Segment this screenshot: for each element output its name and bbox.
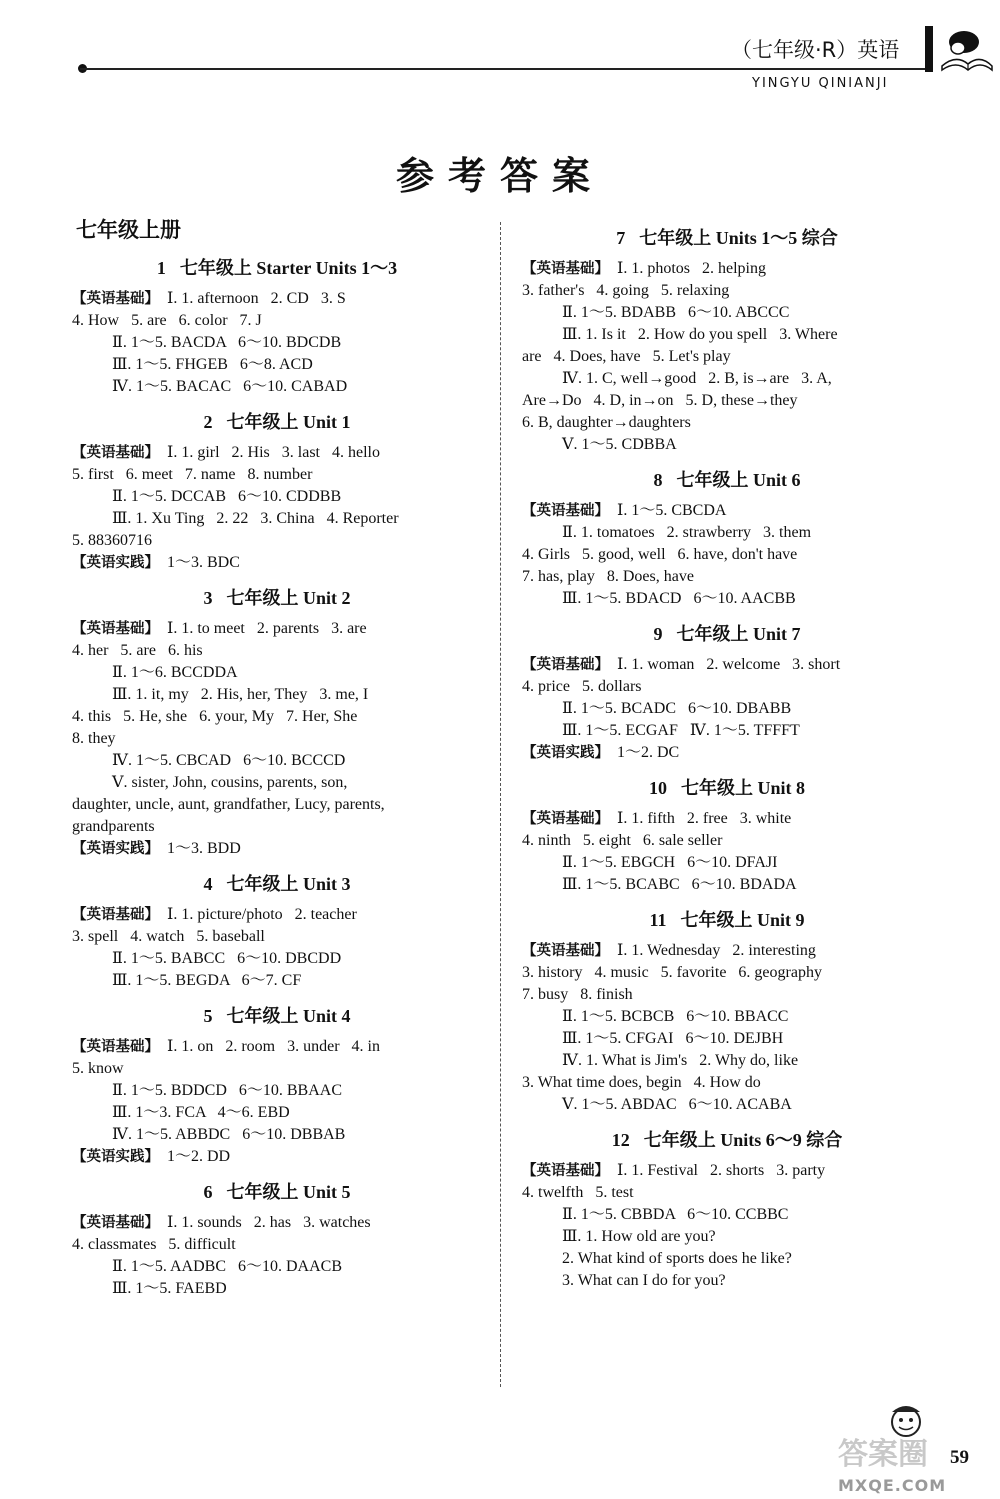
answer-text: Ⅱ. 1～5. EBGCH 6～10. DFAJI <box>562 854 778 871</box>
answer-line <box>522 390 932 412</box>
section-number: 4 <box>203 874 213 894</box>
answer-line <box>72 1036 482 1058</box>
answer-line <box>522 874 932 896</box>
section-number: 11 <box>649 910 667 930</box>
section-number: 10 <box>648 778 667 798</box>
answer-line <box>72 904 482 926</box>
section-title-text: 七年级上 Unit 2 <box>226 588 351 608</box>
answer-line <box>72 310 482 332</box>
answer-label: 【英语基础】 <box>522 943 609 959</box>
answer-line <box>522 434 932 456</box>
answer-line <box>522 522 932 544</box>
answer-text: 4. her 5. are 6. his <box>72 642 203 659</box>
answer-line <box>72 486 482 508</box>
answer-text: Ⅲ. 1～5. CFGAI 6～10. DEJBH <box>562 1030 784 1047</box>
answer-line <box>72 376 482 398</box>
answer-line <box>72 838 482 860</box>
section-title <box>522 620 932 646</box>
section-title-text: 七年级上 Starter Units 1～3 <box>179 258 398 278</box>
section-title-text: 七年级上 Units 1～5 综合 <box>639 228 838 248</box>
answer-line <box>72 464 482 486</box>
answer-text: are 4. Does, have 5. Let's play <box>522 348 731 365</box>
answer-text: 1～2. DD <box>167 1148 231 1165</box>
answer-line <box>522 1182 932 1204</box>
section-title-text: 七年级上 Unit 5 <box>226 1182 351 1202</box>
section-title-text: 七年级上 Unit 9 <box>680 910 805 930</box>
answer-line <box>522 830 932 852</box>
answer-text: Ⅱ. 1～6. BCCDDA <box>112 664 238 681</box>
answer-text: Ⅰ. 1. Wednesday 2. interesting <box>617 942 816 959</box>
answer-label: 【英语基础】 <box>522 1163 609 1179</box>
answer-text: Ⅴ. sister, John, cousins, parents, son, <box>112 774 348 791</box>
answer-text: Ⅱ. 1～5. DCCAB 6～10. CDDBB <box>112 488 342 505</box>
answer-line <box>522 1226 932 1248</box>
answer-text: Ⅲ. 1～5. BCABC 6～10. BDADA <box>562 876 797 893</box>
answer-line <box>522 588 932 610</box>
answer-text: Ⅰ. 1. to meet 2. parents 3. are <box>167 620 367 637</box>
answer-label: 【英语实践】 <box>72 1149 159 1165</box>
answer-text: Ⅱ. 1～5. BDDCD 6～10. BBAAC <box>112 1082 343 1099</box>
column-divider <box>500 222 502 1387</box>
answer-text: 8. they <box>72 730 116 747</box>
answer-label: 【英语实践】 <box>522 745 609 761</box>
answer-text: Ⅲ. 1～3. FCA 4～6. EBD <box>112 1104 290 1121</box>
answer-line <box>72 750 482 772</box>
answer-line <box>72 816 482 838</box>
answer-label: 【英语基础】 <box>72 1215 159 1231</box>
answer-line <box>72 288 482 310</box>
section-number: 2 <box>203 412 213 432</box>
answer-label: 【英语基础】 <box>72 291 159 307</box>
answer-label: 【英语基础】 <box>72 907 159 923</box>
answer-line <box>72 970 482 992</box>
answer-text: Ⅱ. 1～5. BCADC 6～10. DBABB <box>562 700 792 717</box>
watermark-text: MXQE.COM <box>838 1476 947 1495</box>
answer-text: Ⅲ. 1. Is it 2. How do you spell 3. Where <box>562 326 838 343</box>
section-number: 9 <box>653 624 663 644</box>
section-title <box>522 466 932 492</box>
answer-line <box>72 662 482 684</box>
answer-line <box>72 706 482 728</box>
answer-text: Ⅴ. 1～5. CDBBA <box>562 436 677 453</box>
answer-line <box>522 1204 932 1226</box>
answer-line <box>522 1072 932 1094</box>
answer-text: Ⅰ. 1. picture/photo 2. teacher <box>167 906 357 923</box>
section-number: 5 <box>203 1006 213 1026</box>
answer-text: Ⅰ. 1. sounds 2. has 3. watches <box>167 1214 371 1231</box>
section-title <box>522 1126 932 1152</box>
answer-text: Ⅰ. 1. Festival 2. shorts 3. party <box>617 1162 826 1179</box>
answer-line <box>522 654 932 676</box>
answer-line <box>522 258 932 280</box>
answer-text: Ⅱ. 1～5. BDABB 6～10. ABCCC <box>562 304 790 321</box>
answer-label: 【英语实践】 <box>72 841 159 857</box>
answer-text: 6. B, daughter→daughters <box>522 414 691 431</box>
answer-text: 3. history 4. music 5. favorite 6. geography <box>522 964 822 981</box>
answer-line <box>72 1124 482 1146</box>
answer-text: 7. busy 8. finish <box>522 986 633 1003</box>
page-number: 59 <box>950 1447 969 1468</box>
answer-line <box>72 1278 482 1300</box>
section-title-text: 七年级上 Unit 6 <box>676 470 801 490</box>
answer-label: 【英语基础】 <box>522 657 609 673</box>
section-title <box>72 1002 482 1028</box>
answer-line <box>72 618 482 640</box>
answer-line <box>72 508 482 530</box>
section-number: 7 <box>616 228 626 248</box>
answer-text: 3. spell 4. watch 5. baseball <box>72 928 265 945</box>
answer-line <box>72 640 482 662</box>
section-title-text: 七年级上 Unit 7 <box>676 624 801 644</box>
section-title <box>522 774 932 800</box>
answer-line <box>522 500 932 522</box>
answer-text: Ⅳ. 1～5. CBCAD 6～10. BCCCD <box>112 752 346 769</box>
answer-text: Ⅲ. 1～5. BDACD 6～10. AACBB <box>562 590 796 607</box>
answer-text: Ⅳ. 1. What is Jim's 2. Why do, like <box>562 1052 799 1069</box>
answer-text: 4. classmates 5. difficult <box>72 1236 236 1253</box>
answer-line <box>72 684 482 706</box>
answer-text: 3. father's 4. going 5. relaxing <box>522 282 730 299</box>
answer-line <box>522 1160 932 1182</box>
answer-text: 4. ninth 5. eight 6. sale seller <box>522 832 723 849</box>
answer-line <box>72 1212 482 1234</box>
answer-line <box>522 984 932 1006</box>
section-number: 12 <box>611 1130 630 1150</box>
header-bar <box>925 26 933 72</box>
answer-label: 【英语基础】 <box>72 445 159 461</box>
section-title <box>72 408 482 434</box>
answer-line <box>522 720 932 742</box>
section-title <box>72 870 482 896</box>
section-number: 1 <box>156 258 166 278</box>
right-sections <box>522 224 932 1292</box>
answer-line <box>522 1006 932 1028</box>
answer-label: 【英语基础】 <box>522 811 609 827</box>
answer-line <box>72 442 482 464</box>
section-title-text: 七年级上 Unit 1 <box>226 412 351 432</box>
answer-line <box>522 1248 932 1270</box>
answer-text: 4. twelfth 5. test <box>522 1184 634 1201</box>
answer-line <box>72 772 482 794</box>
answer-line <box>522 742 932 764</box>
answer-line <box>72 1256 482 1278</box>
student-reading-icon <box>938 26 994 74</box>
answer-line <box>72 1102 482 1124</box>
answer-text: Ⅴ. 1～5. ABDAC 6～10. ACABA <box>562 1096 792 1113</box>
answer-line <box>72 552 482 574</box>
answer-text: 4. this 5. He, she 6. your, My 7. Her, She <box>72 708 358 725</box>
answer-text: 3. What time does, begin 4. How do <box>522 1074 761 1091</box>
answer-line <box>72 728 482 750</box>
answer-text: Ⅲ. 1～5. FAEBD <box>112 1280 227 1297</box>
answer-line <box>72 530 482 552</box>
answer-line <box>522 280 932 302</box>
section-title <box>522 224 932 250</box>
header-subtitle: YINGYU QINIANJI <box>752 76 889 91</box>
header-book-title: （七年级·R）英语 <box>731 38 900 62</box>
answer-text: Ⅰ. 1. on 2. room 3. under 4. in <box>167 1038 380 1055</box>
section-title-text: 七年级上 Unit 3 <box>226 874 351 894</box>
answer-text: Ⅰ. 1. fifth 2. free 3. white <box>617 810 792 827</box>
answer-label: 【英语基础】 <box>522 503 609 519</box>
answer-text: 5. know <box>72 1060 124 1077</box>
right-column <box>522 210 932 1292</box>
answer-text: 1～2. DC <box>617 744 680 761</box>
answer-text: 4. Girls 5. good, well 6. have, don't have <box>522 546 798 563</box>
section-number: 3 <box>203 588 213 608</box>
answer-text: 4. How 5. are 6. color 7. J <box>72 312 262 329</box>
answer-line <box>522 566 932 588</box>
answer-text: Ⅳ. 1～5. BACAC 6～10. CABAD <box>112 378 348 395</box>
answer-text: Ⅱ. 1. tomatoes 2. strawberry 3. them <box>562 524 812 541</box>
answer-text: grandparents <box>72 818 155 835</box>
answer-text: Ⅱ. 1～5. CBBDA 6～10. CCBBC <box>562 1206 789 1223</box>
answer-line <box>522 1094 932 1116</box>
answer-line <box>72 1234 482 1256</box>
section-title <box>522 906 932 932</box>
answer-line <box>522 1028 932 1050</box>
answer-text: Ⅰ. 1. woman 2. welcome 3. short <box>617 656 841 673</box>
answer-line <box>72 354 482 376</box>
answer-text: Ⅲ. 1. How old are you? <box>562 1228 716 1245</box>
answer-text: Ⅰ. 1. girl 2. His 3. last 4. hello <box>167 444 380 461</box>
answer-text: Ⅳ. 1. C, well→good 2. B, is→are 3. A, <box>562 370 832 387</box>
answer-line <box>522 940 932 962</box>
section-title-text: 七年级上 Unit 8 <box>680 778 805 798</box>
answer-line <box>72 1058 482 1080</box>
section-number: 8 <box>653 470 663 490</box>
answer-text: 2. What kind of sports does he like? <box>562 1250 792 1267</box>
answer-text: 5. first 6. meet 7. name 8. number <box>72 466 313 483</box>
answer-line <box>522 544 932 566</box>
answer-label: 【英语基础】 <box>72 621 159 637</box>
page-title: 参考答案 <box>395 154 604 198</box>
answer-text: Ⅲ. 1～5. ECGAF Ⅳ. 1～5. TFFFT <box>562 722 800 739</box>
answer-line <box>522 1270 932 1292</box>
answer-text: 1～3. BDC <box>167 554 240 571</box>
answer-label: 【英语基础】 <box>522 261 609 277</box>
answer-label: 【英语实践】 <box>72 555 159 571</box>
answer-text: Ⅰ. 1. photos 2. helping <box>617 260 766 277</box>
left-column <box>72 210 482 1300</box>
answer-text: Ⅱ. 1～5. AADBC 6～10. DAACB <box>112 1258 343 1275</box>
section-title <box>72 254 482 280</box>
answer-line <box>522 962 932 984</box>
answer-text: 4. price 5. dollars <box>522 678 642 695</box>
answer-line <box>522 324 932 346</box>
answer-text: Ⅰ. 1～5. CBCDA <box>617 502 727 519</box>
answer-line <box>522 676 932 698</box>
answer-line <box>72 1146 482 1168</box>
answer-text: Ⅱ. 1～5. BACDA 6～10. BDCDB <box>112 334 342 351</box>
answer-text: Ⅲ. 1～5. BEGDA 6～7. CF <box>112 972 302 989</box>
answer-text: Are→Do 4. D, in→on 5. D, these→they <box>522 392 798 409</box>
answer-line <box>72 948 482 970</box>
answer-line <box>522 368 932 390</box>
answer-line <box>72 794 482 816</box>
answer-text: Ⅲ. 1. it, my 2. His, her, They 3. me, I <box>112 686 369 703</box>
answer-line <box>522 1050 932 1072</box>
answer-text: Ⅱ. 1～5. BABCC 6～10. DBCDD <box>112 950 342 967</box>
section-title-text: 七年级上 Unit 4 <box>226 1006 351 1026</box>
answer-line <box>522 808 932 830</box>
answer-line <box>72 332 482 354</box>
answer-line <box>522 698 932 720</box>
answer-text: 1～3. BDD <box>167 840 241 857</box>
answer-text: Ⅳ. 1～5. ABBDC 6～10. DBBAB <box>112 1126 346 1143</box>
volume-heading: 七年级上册 <box>76 218 181 242</box>
answer-text: 5. 88360716 <box>72 532 152 549</box>
answer-text: 3. What can I do for you? <box>562 1272 726 1289</box>
answer-text: daughter, uncle, aunt, grandfather, Lucy, parents, <box>72 796 385 813</box>
answer-line <box>522 852 932 874</box>
section-title-text: 七年级上 Units 6～9 综合 <box>643 1130 843 1150</box>
section-title <box>72 584 482 610</box>
answer-line <box>522 302 932 324</box>
answer-text: Ⅱ. 1～5. BCBCB 6～10. BBACC <box>562 1008 789 1025</box>
answer-text: Ⅲ. 1. Xu Ting 2. 22 3. China 4. Reporter <box>112 510 399 527</box>
answer-text: Ⅲ. 1～5. FHGEB 6～8. ACD <box>112 356 313 373</box>
answer-text: Ⅰ. 1. afternoon 2. CD 3. S <box>167 290 346 307</box>
section-title <box>72 1178 482 1204</box>
answer-line <box>72 926 482 948</box>
answer-line <box>72 1080 482 1102</box>
answer-line <box>522 412 932 434</box>
answer-line <box>522 346 932 368</box>
left-sections <box>72 254 482 1300</box>
section-number: 6 <box>203 1182 213 1202</box>
answer-label: 【英语基础】 <box>72 1039 159 1055</box>
answer-text: 7. has, play 8. Does, have <box>522 568 694 585</box>
watermark-logo-text: 答案圈 <box>838 1437 928 1472</box>
header-rule <box>80 68 925 70</box>
